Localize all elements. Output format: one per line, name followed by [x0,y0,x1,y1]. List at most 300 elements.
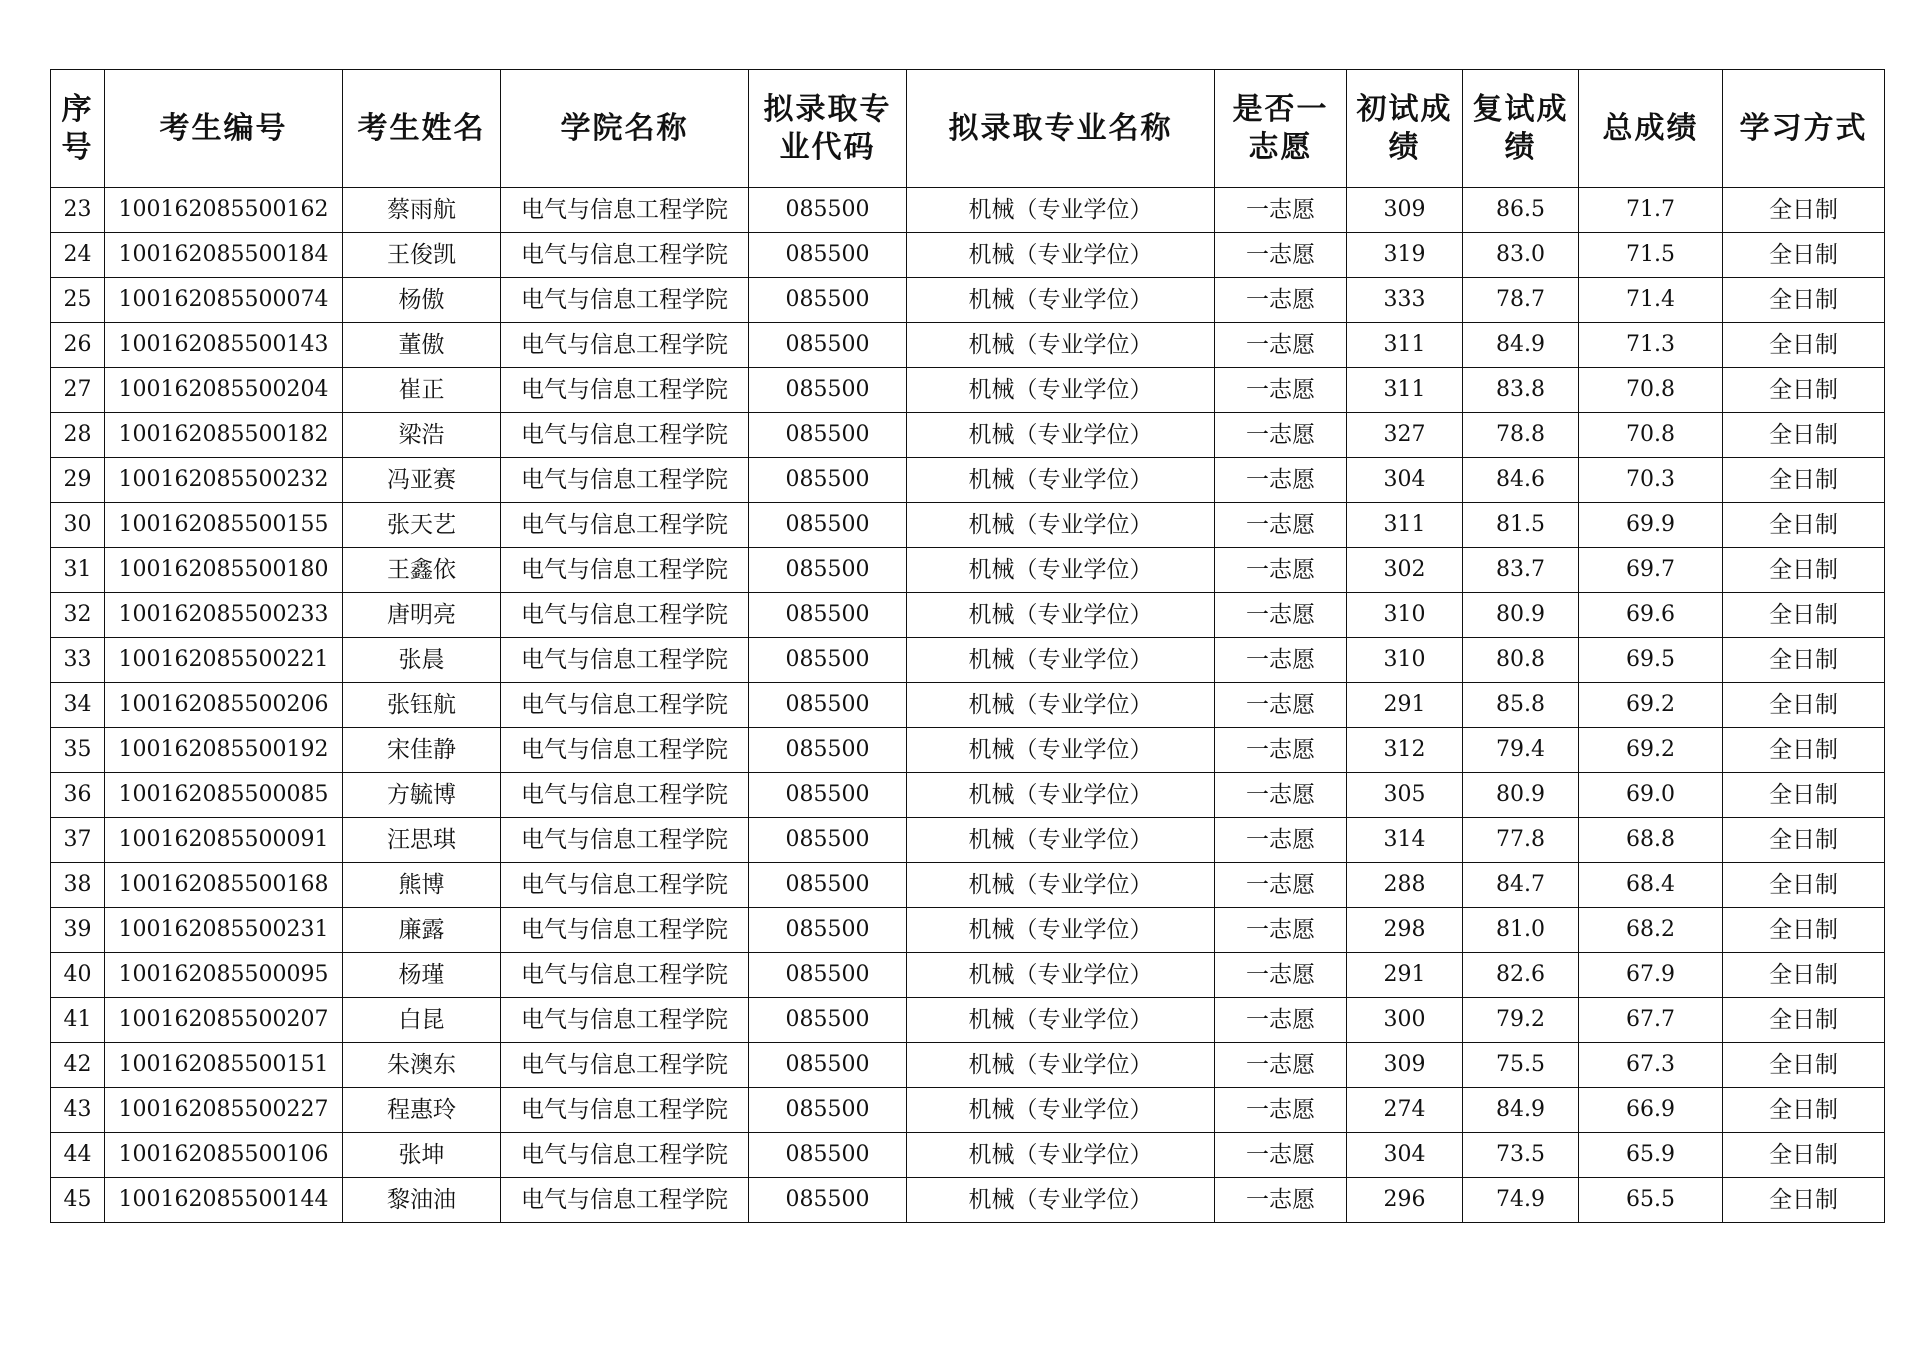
retest-score-cell: 79.4 [1463,728,1579,773]
retest-score-cell: 84.6 [1463,458,1579,503]
initial-score-cell: 304 [1347,458,1463,503]
total-score-cell: 66.9 [1579,1088,1723,1133]
table-row [51,638,1885,683]
study-mode-cell: 全日制 [1723,503,1885,548]
major-code-cell: 085500 [749,953,907,998]
candidate-name-cell: 梁浩 [343,413,501,458]
major-code-cell: 085500 [749,278,907,323]
college-cell: 电气与信息工程学院 [501,593,749,638]
major-name-cell: 机械（专业学位） [907,728,1215,773]
retest-score-cell: 81.0 [1463,908,1579,953]
serial-cell: 43 [51,1088,105,1133]
first-choice-cell: 一志愿 [1215,953,1347,998]
retest-score-cell: 82.6 [1463,953,1579,998]
admission-list-table [50,69,1885,1223]
first-choice-cell: 一志愿 [1215,368,1347,413]
header-cell-college [501,70,749,188]
study-mode-cell: 全日制 [1723,908,1885,953]
serial-cell: 32 [51,593,105,638]
candidate-id-cell: 100162085500184 [105,233,343,278]
candidate-name-cell: 张钰航 [343,683,501,728]
initial-score-cell: 310 [1347,638,1463,683]
table-row [51,1133,1885,1178]
total-score-cell: 65.9 [1579,1133,1723,1178]
table-row [51,818,1885,863]
serial-cell: 36 [51,773,105,818]
header-cell-first-choice [1215,70,1347,188]
study-mode-cell: 全日制 [1723,278,1885,323]
candidate-name-cell: 冯亚赛 [343,458,501,503]
candidate-name-cell: 唐明亮 [343,593,501,638]
total-score-cell: 69.2 [1579,683,1723,728]
study-mode-cell: 全日制 [1723,458,1885,503]
table-row [51,908,1885,953]
major-name-cell: 机械（专业学位） [907,1043,1215,1088]
total-score-cell: 65.5 [1579,1178,1723,1223]
college-cell: 电气与信息工程学院 [501,1088,749,1133]
header-cell-candidate-id [105,70,343,188]
header-label: 是否一志愿 [1232,91,1329,165]
total-score-cell: 69.9 [1579,503,1723,548]
study-mode-cell: 全日制 [1723,1043,1885,1088]
candidate-name-cell: 朱澳东 [343,1043,501,1088]
study-mode-cell: 全日制 [1723,413,1885,458]
retest-score-cell: 78.7 [1463,278,1579,323]
table-row [51,323,1885,368]
initial-score-cell: 288 [1347,863,1463,908]
first-choice-cell: 一志愿 [1215,233,1347,278]
table-row [51,953,1885,998]
major-name-cell: 机械（专业学位） [907,638,1215,683]
college-cell: 电气与信息工程学院 [501,953,749,998]
initial-score-cell: 314 [1347,818,1463,863]
total-score-cell: 70.8 [1579,413,1723,458]
serial-cell: 44 [51,1133,105,1178]
initial-score-cell: 311 [1347,368,1463,413]
table-row [51,593,1885,638]
study-mode-cell: 全日制 [1723,863,1885,908]
table-row [51,188,1885,233]
total-score-cell: 71.5 [1579,233,1723,278]
major-code-cell: 085500 [749,1043,907,1088]
major-code-cell: 085500 [749,908,907,953]
serial-cell: 28 [51,413,105,458]
retest-score-cell: 85.8 [1463,683,1579,728]
major-code-cell: 085500 [749,638,907,683]
major-name-cell: 机械（专业学位） [907,323,1215,368]
header-label: 序号 [61,91,94,165]
candidate-name-cell: 王鑫依 [343,548,501,593]
first-choice-cell: 一志愿 [1215,683,1347,728]
candidate-id-cell: 100162085500204 [105,368,343,413]
table-row [51,773,1885,818]
table-row [51,998,1885,1043]
major-code-cell: 085500 [749,593,907,638]
total-score-cell: 67.7 [1579,998,1723,1043]
study-mode-cell: 全日制 [1723,548,1885,593]
college-cell: 电气与信息工程学院 [501,1133,749,1178]
major-name-cell: 机械（专业学位） [907,863,1215,908]
table-row [51,278,1885,323]
candidate-name-cell: 杨瑾 [343,953,501,998]
retest-score-cell: 81.5 [1463,503,1579,548]
major-code-cell: 085500 [749,1133,907,1178]
initial-score-cell: 319 [1347,233,1463,278]
serial-cell: 35 [51,728,105,773]
candidate-name-cell: 张天艺 [343,503,501,548]
serial-cell: 23 [51,188,105,233]
serial-cell: 25 [51,278,105,323]
total-score-cell: 69.5 [1579,638,1723,683]
initial-score-cell: 309 [1347,1043,1463,1088]
major-name-cell: 机械（专业学位） [907,413,1215,458]
table-row [51,863,1885,908]
study-mode-cell: 全日制 [1723,593,1885,638]
total-score-cell: 70.3 [1579,458,1723,503]
initial-score-cell: 304 [1347,1133,1463,1178]
initial-score-cell: 333 [1347,278,1463,323]
first-choice-cell: 一志愿 [1215,458,1347,503]
candidate-id-cell: 100162085500182 [105,413,343,458]
college-cell: 电气与信息工程学院 [501,233,749,278]
college-cell: 电气与信息工程学院 [501,503,749,548]
first-choice-cell: 一志愿 [1215,593,1347,638]
first-choice-cell: 一志愿 [1215,548,1347,593]
college-cell: 电气与信息工程学院 [501,323,749,368]
major-name-cell: 机械（专业学位） [907,998,1215,1043]
table-row [51,728,1885,773]
total-score-cell: 69.6 [1579,593,1723,638]
serial-cell: 30 [51,503,105,548]
initial-score-cell: 298 [1347,908,1463,953]
header-label: 拟录取专业名称 [948,110,1173,146]
retest-score-cell: 79.2 [1463,998,1579,1043]
first-choice-cell: 一志愿 [1215,188,1347,233]
candidate-name-cell: 汪思琪 [343,818,501,863]
study-mode-cell: 全日制 [1723,818,1885,863]
first-choice-cell: 一志愿 [1215,773,1347,818]
study-mode-cell: 全日制 [1723,1088,1885,1133]
header-label: 考生姓名 [357,110,486,146]
total-score-cell: 71.4 [1579,278,1723,323]
candidate-id-cell: 100162085500206 [105,683,343,728]
retest-score-cell: 83.0 [1463,233,1579,278]
major-name-cell: 机械（专业学位） [907,503,1215,548]
college-cell: 电气与信息工程学院 [501,683,749,728]
retest-score-cell: 84.9 [1463,323,1579,368]
total-score-cell: 68.8 [1579,818,1723,863]
header-label: 拟录取专业代码 [763,91,892,165]
major-code-cell: 085500 [749,413,907,458]
major-name-cell: 机械（专业学位） [907,818,1215,863]
study-mode-cell: 全日制 [1723,1133,1885,1178]
major-name-cell: 机械（专业学位） [907,458,1215,503]
candidate-id-cell: 100162085500233 [105,593,343,638]
study-mode-cell: 全日制 [1723,1178,1885,1223]
serial-cell: 31 [51,548,105,593]
initial-score-cell: 302 [1347,548,1463,593]
initial-score-cell: 274 [1347,1088,1463,1133]
header-label: 初试成绩 [1356,91,1453,165]
candidate-id-cell: 100162085500162 [105,188,343,233]
table-row [51,458,1885,503]
total-score-cell: 69.7 [1579,548,1723,593]
table-row [51,503,1885,548]
first-choice-cell: 一志愿 [1215,413,1347,458]
candidate-name-cell: 廉露 [343,908,501,953]
college-cell: 电气与信息工程学院 [501,773,749,818]
study-mode-cell: 全日制 [1723,728,1885,773]
major-code-cell: 085500 [749,1088,907,1133]
major-name-cell: 机械（专业学位） [907,1088,1215,1133]
serial-cell: 42 [51,1043,105,1088]
initial-score-cell: 310 [1347,593,1463,638]
serial-cell: 33 [51,638,105,683]
total-score-cell: 68.2 [1579,908,1723,953]
study-mode-cell: 全日制 [1723,233,1885,278]
header-cell-total-score [1579,70,1723,188]
candidate-id-cell: 100162085500106 [105,1133,343,1178]
candidate-id-cell: 100162085500207 [105,998,343,1043]
table-row [51,1043,1885,1088]
candidate-name-cell: 黎油油 [343,1178,501,1223]
initial-score-cell: 291 [1347,953,1463,998]
serial-cell: 34 [51,683,105,728]
study-mode-cell: 全日制 [1723,638,1885,683]
college-cell: 电气与信息工程学院 [501,818,749,863]
total-score-cell: 67.9 [1579,953,1723,998]
first-choice-cell: 一志愿 [1215,1088,1347,1133]
study-mode-cell: 全日制 [1723,683,1885,728]
serial-cell: 26 [51,323,105,368]
header-cell-major-name [907,70,1215,188]
retest-score-cell: 77.8 [1463,818,1579,863]
major-code-cell: 085500 [749,368,907,413]
candidate-id-cell: 100162085500144 [105,1178,343,1223]
candidate-name-cell: 董傲 [343,323,501,368]
major-name-cell: 机械（专业学位） [907,233,1215,278]
candidate-id-cell: 100162085500085 [105,773,343,818]
major-code-cell: 085500 [749,323,907,368]
header-cell-candidate-name [343,70,501,188]
serial-cell: 39 [51,908,105,953]
college-cell: 电气与信息工程学院 [501,368,749,413]
candidate-name-cell: 熊博 [343,863,501,908]
study-mode-cell: 全日制 [1723,998,1885,1043]
major-code-cell: 085500 [749,548,907,593]
retest-score-cell: 80.9 [1463,773,1579,818]
first-choice-cell: 一志愿 [1215,503,1347,548]
table-body [51,188,1885,1223]
total-score-cell: 69.0 [1579,773,1723,818]
initial-score-cell: 291 [1347,683,1463,728]
college-cell: 电气与信息工程学院 [501,863,749,908]
serial-cell: 37 [51,818,105,863]
candidate-name-cell: 崔正 [343,368,501,413]
candidate-name-cell: 蔡雨航 [343,188,501,233]
retest-score-cell: 86.5 [1463,188,1579,233]
candidate-name-cell: 张晨 [343,638,501,683]
first-choice-cell: 一志愿 [1215,638,1347,683]
retest-score-cell: 83.7 [1463,548,1579,593]
total-score-cell: 70.8 [1579,368,1723,413]
serial-cell: 40 [51,953,105,998]
header-label: 总成绩 [1602,110,1699,146]
header-cell-serial [51,70,105,188]
major-name-cell: 机械（专业学位） [907,908,1215,953]
candidate-id-cell: 100162085500227 [105,1088,343,1133]
college-cell: 电气与信息工程学院 [501,413,749,458]
retest-score-cell: 80.9 [1463,593,1579,638]
total-score-cell: 67.3 [1579,1043,1723,1088]
major-code-cell: 085500 [749,818,907,863]
first-choice-cell: 一志愿 [1215,323,1347,368]
candidate-id-cell: 100162085500095 [105,953,343,998]
table-row [51,548,1885,593]
major-code-cell: 085500 [749,773,907,818]
college-cell: 电气与信息工程学院 [501,1178,749,1223]
study-mode-cell: 全日制 [1723,953,1885,998]
candidate-id-cell: 100162085500143 [105,323,343,368]
college-cell: 电气与信息工程学院 [501,278,749,323]
major-code-cell: 085500 [749,998,907,1043]
header-label: 学习方式 [1739,110,1868,146]
serial-cell: 38 [51,863,105,908]
candidate-id-cell: 100162085500074 [105,278,343,323]
college-cell: 电气与信息工程学院 [501,188,749,233]
serial-cell: 24 [51,233,105,278]
candidate-name-cell: 张坤 [343,1133,501,1178]
major-name-cell: 机械（专业学位） [907,188,1215,233]
first-choice-cell: 一志愿 [1215,908,1347,953]
study-mode-cell: 全日制 [1723,323,1885,368]
first-choice-cell: 一志愿 [1215,998,1347,1043]
first-choice-cell: 一志愿 [1215,1133,1347,1178]
first-choice-cell: 一志愿 [1215,728,1347,773]
major-code-cell: 085500 [749,728,907,773]
major-code-cell: 085500 [749,503,907,548]
table-row [51,368,1885,413]
study-mode-cell: 全日制 [1723,368,1885,413]
table-row [51,413,1885,458]
major-name-cell: 机械（专业学位） [907,278,1215,323]
college-cell: 电气与信息工程学院 [501,998,749,1043]
initial-score-cell: 309 [1347,188,1463,233]
retest-score-cell: 83.8 [1463,368,1579,413]
candidate-id-cell: 100162085500231 [105,908,343,953]
first-choice-cell: 一志愿 [1215,818,1347,863]
retest-score-cell: 84.9 [1463,1088,1579,1133]
retest-score-cell: 84.7 [1463,863,1579,908]
major-name-cell: 机械（专业学位） [907,683,1215,728]
major-code-cell: 085500 [749,188,907,233]
candidate-name-cell: 程惠玲 [343,1088,501,1133]
candidate-id-cell: 100162085500221 [105,638,343,683]
header-cell-study-mode [1723,70,1885,188]
total-score-cell: 71.7 [1579,188,1723,233]
major-code-cell: 085500 [749,1178,907,1223]
initial-score-cell: 305 [1347,773,1463,818]
candidate-name-cell: 白昆 [343,998,501,1043]
first-choice-cell: 一志愿 [1215,1178,1347,1223]
study-mode-cell: 全日制 [1723,188,1885,233]
major-name-cell: 机械（专业学位） [907,1178,1215,1223]
major-code-cell: 085500 [749,458,907,503]
retest-score-cell: 78.8 [1463,413,1579,458]
major-name-cell: 机械（专业学位） [907,953,1215,998]
total-score-cell: 68.4 [1579,863,1723,908]
initial-score-cell: 312 [1347,728,1463,773]
college-cell: 电气与信息工程学院 [501,908,749,953]
initial-score-cell: 300 [1347,998,1463,1043]
major-code-cell: 085500 [749,233,907,278]
first-choice-cell: 一志愿 [1215,863,1347,908]
major-name-cell: 机械（专业学位） [907,1133,1215,1178]
candidate-name-cell: 杨傲 [343,278,501,323]
candidate-id-cell: 100162085500151 [105,1043,343,1088]
candidate-name-cell: 宋佳静 [343,728,501,773]
serial-cell: 45 [51,1178,105,1223]
serial-cell: 27 [51,368,105,413]
initial-score-cell: 296 [1347,1178,1463,1223]
table-row [51,1178,1885,1223]
candidate-id-cell: 100162085500155 [105,503,343,548]
candidate-id-cell: 100162085500168 [105,863,343,908]
retest-score-cell: 80.8 [1463,638,1579,683]
retest-score-cell: 73.5 [1463,1133,1579,1178]
candidate-id-cell: 100162085500180 [105,548,343,593]
college-cell: 电气与信息工程学院 [501,728,749,773]
header-label: 考生编号 [159,110,288,146]
serial-cell: 29 [51,458,105,503]
candidate-id-cell: 100162085500232 [105,458,343,503]
total-score-cell: 71.3 [1579,323,1723,368]
retest-score-cell: 75.5 [1463,1043,1579,1088]
major-name-cell: 机械（专业学位） [907,773,1215,818]
study-mode-cell: 全日制 [1723,773,1885,818]
table-row [51,233,1885,278]
candidate-name-cell: 方毓博 [343,773,501,818]
major-name-cell: 机械（专业学位） [907,548,1215,593]
header-label: 学院名称 [560,110,689,146]
total-score-cell: 69.2 [1579,728,1723,773]
first-choice-cell: 一志愿 [1215,1043,1347,1088]
college-cell: 电气与信息工程学院 [501,638,749,683]
major-code-cell: 085500 [749,863,907,908]
table-row [51,1088,1885,1133]
candidate-id-cell: 100162085500192 [105,728,343,773]
header-cell-major-code [749,70,907,188]
retest-score-cell: 74.9 [1463,1178,1579,1223]
header-row [51,70,1885,188]
major-code-cell: 085500 [749,683,907,728]
header-cell-initial-score [1347,70,1463,188]
initial-score-cell: 311 [1347,503,1463,548]
initial-score-cell: 327 [1347,413,1463,458]
serial-cell: 41 [51,998,105,1043]
table-row [51,683,1885,728]
college-cell: 电气与信息工程学院 [501,458,749,503]
major-name-cell: 机械（专业学位） [907,368,1215,413]
first-choice-cell: 一志愿 [1215,278,1347,323]
header-label: 复试成绩 [1472,91,1569,165]
candidate-name-cell: 王俊凯 [343,233,501,278]
header-cell-retest-score [1463,70,1579,188]
initial-score-cell: 311 [1347,323,1463,368]
candidate-id-cell: 100162085500091 [105,818,343,863]
college-cell: 电气与信息工程学院 [501,548,749,593]
major-name-cell: 机械（专业学位） [907,593,1215,638]
